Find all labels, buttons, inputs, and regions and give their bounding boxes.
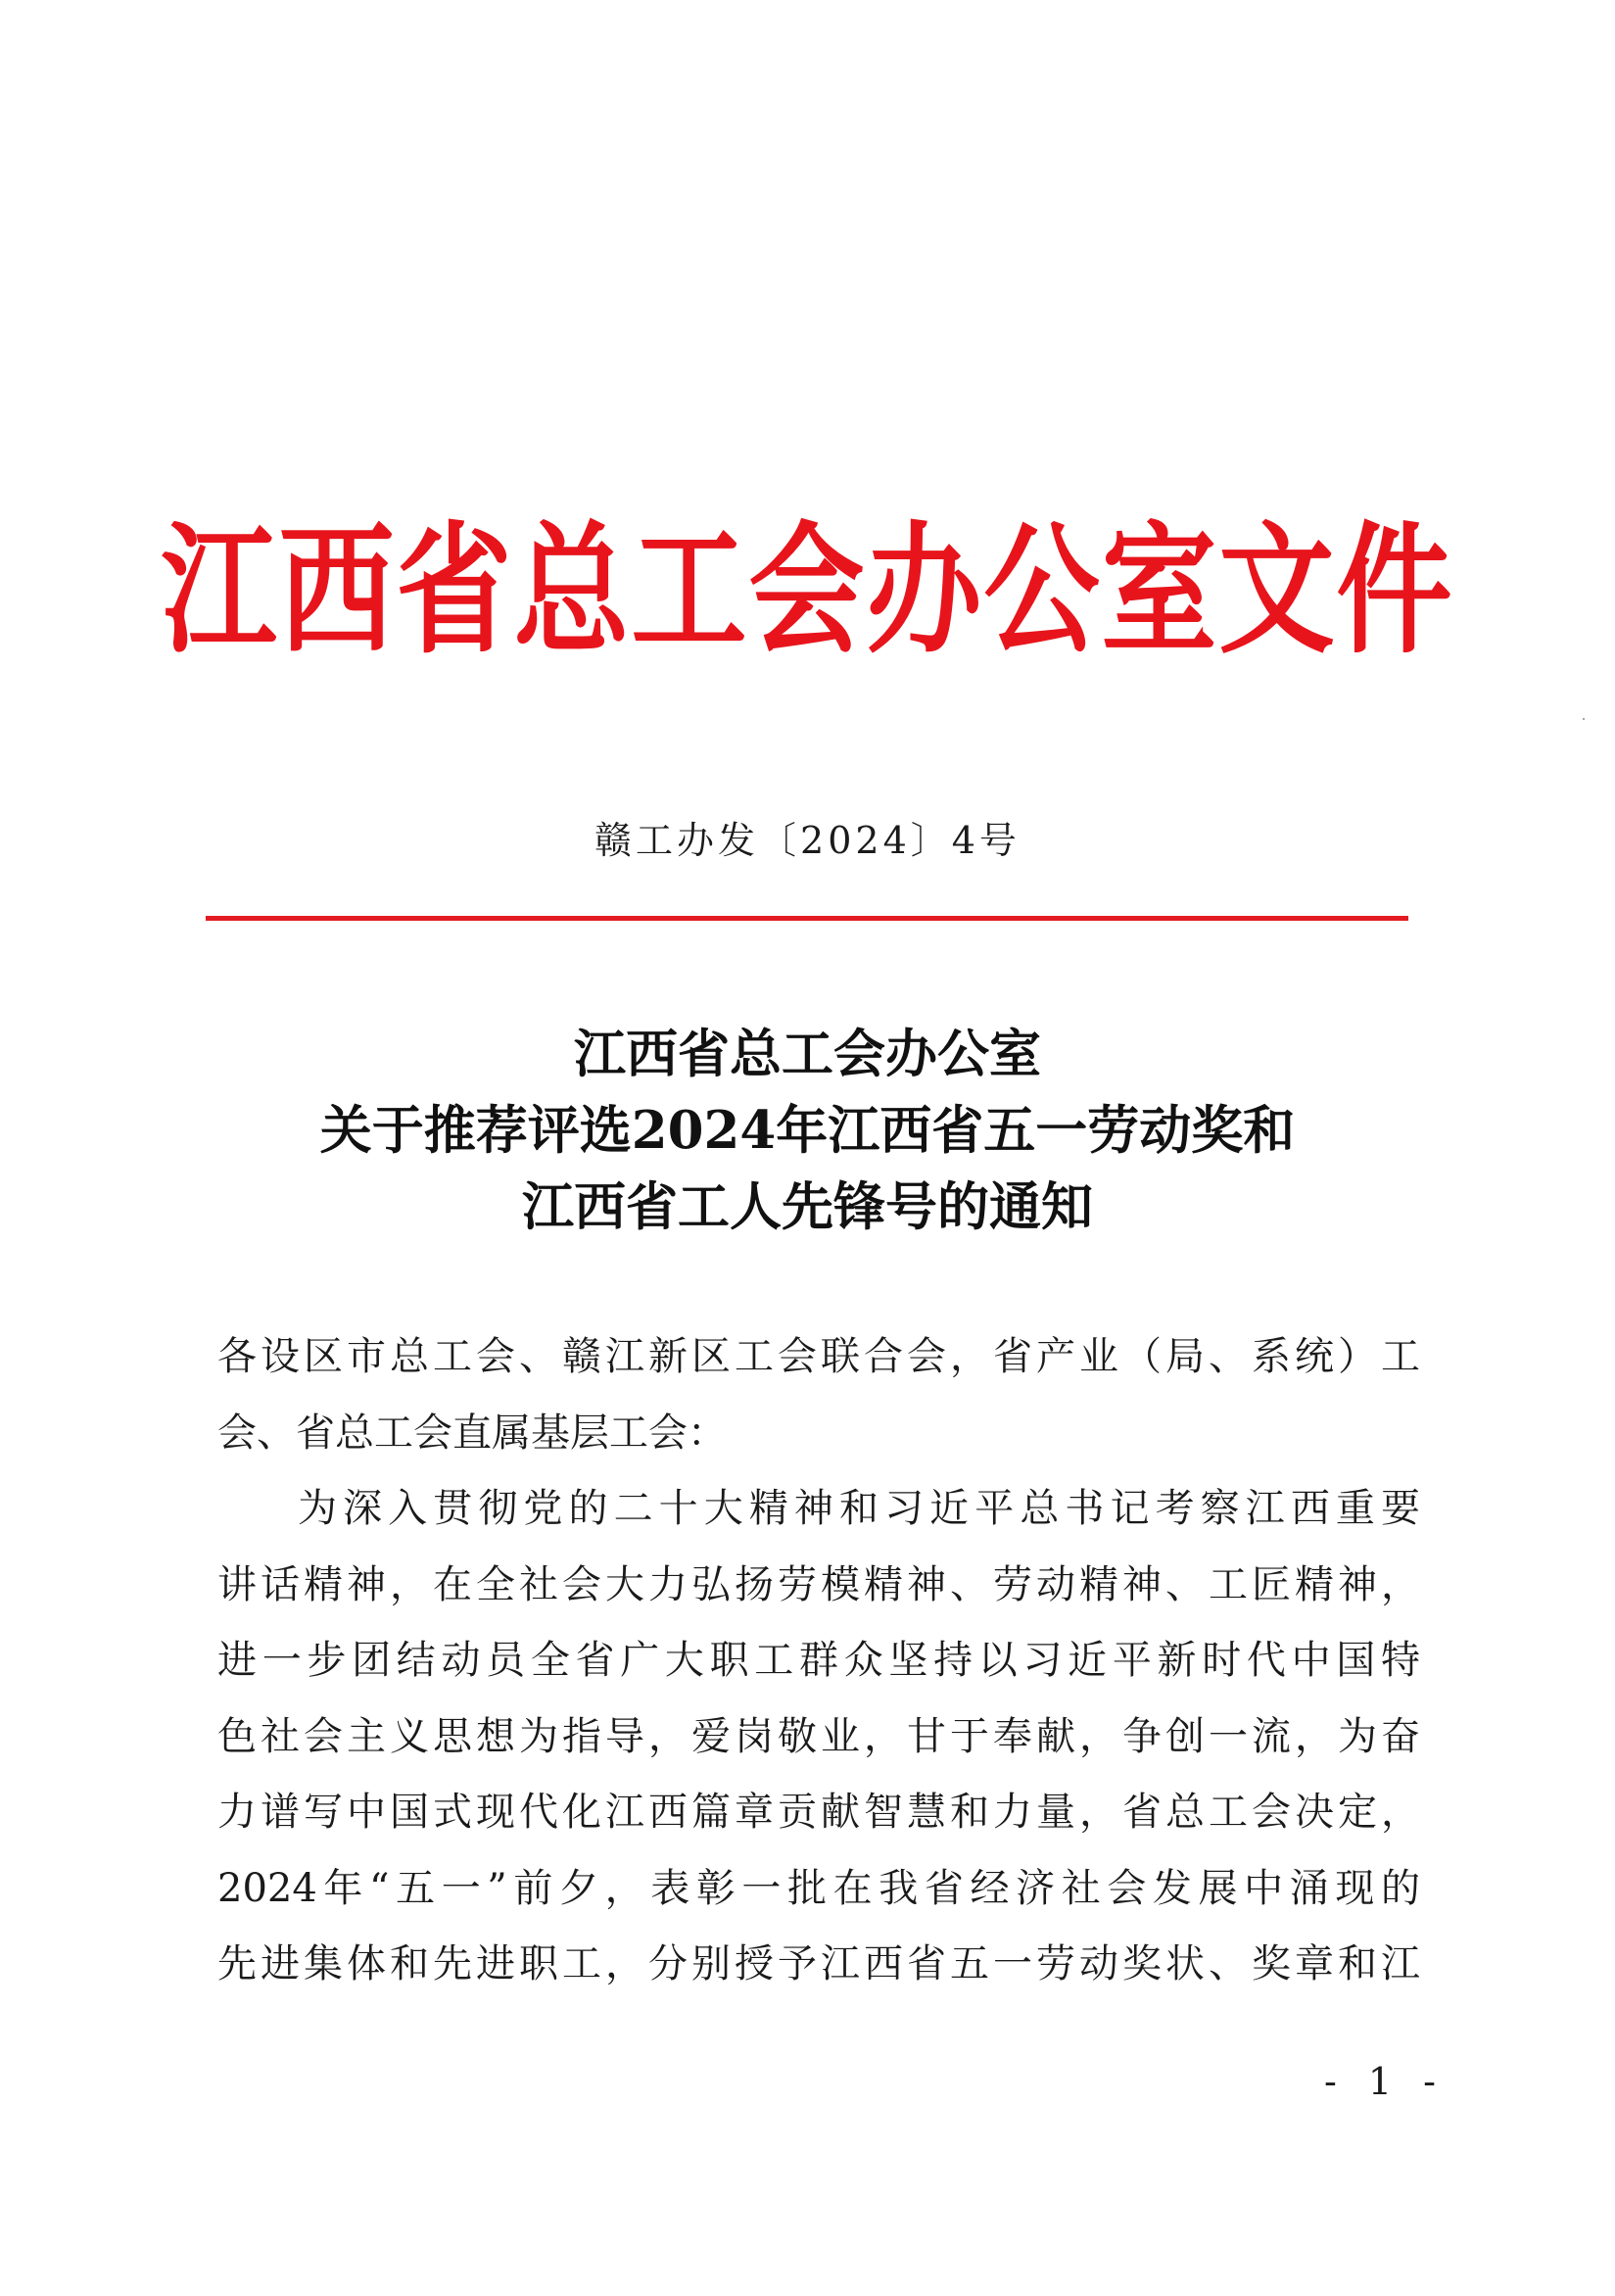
body-line: 力谱写中国式现代化江西篇章贡献智慧和力量，省总工会决定，: [217, 1790, 1420, 1835]
notice-title: [0, 1016, 1615, 1245]
body-line: 先进集体和先进职工，分别授予江西省五一劳动奖状、奖章和江: [217, 1941, 1420, 1986]
red-separator-line: [206, 916, 1408, 921]
scan-speck: [1583, 718, 1585, 720]
body-line: 为深入贯彻党的二十大精神和习近平总书记考察江西重要: [298, 1486, 1420, 1531]
notice-title-line: 关于推荐评选2024年江西省五一劳动奖和: [319, 1100, 1296, 1161]
notice-body: [217, 1319, 1420, 2003]
masthead-title: 江西省总工会办公室文件: [161, 507, 1454, 673]
document-number: 赣工办发〔2024〕4号: [594, 819, 1021, 862]
addressee-line: 会、省总工会直属基层工会：: [217, 1410, 727, 1456]
notice-title-line: 江西省工人先锋号的通知: [522, 1176, 1093, 1237]
body-line: 讲话精神，在全社会大力弘扬劳模精神、劳动精神、工匠精神，: [217, 1561, 1420, 1607]
notice-title-line: 江西省总工会办公室: [574, 1024, 1041, 1084]
addressee-line: 各设区市总工会、赣江新区工会联合会，省产业（局、系统）工: [217, 1334, 1420, 1379]
body-line: 色社会主义思想为指导，爱岗敬业，甘于奉献，争创一流，为奋: [217, 1713, 1420, 1759]
body-line: 进一步团结动员全省广大职工群众坚持以习近平新时代中国特: [217, 1638, 1420, 1683]
page-number: - 1 -: [1324, 2060, 1447, 2103]
body-line: 2024年“五一”前夕，表彰一批在我省经济社会发展中涌现的: [217, 1865, 1420, 1911]
